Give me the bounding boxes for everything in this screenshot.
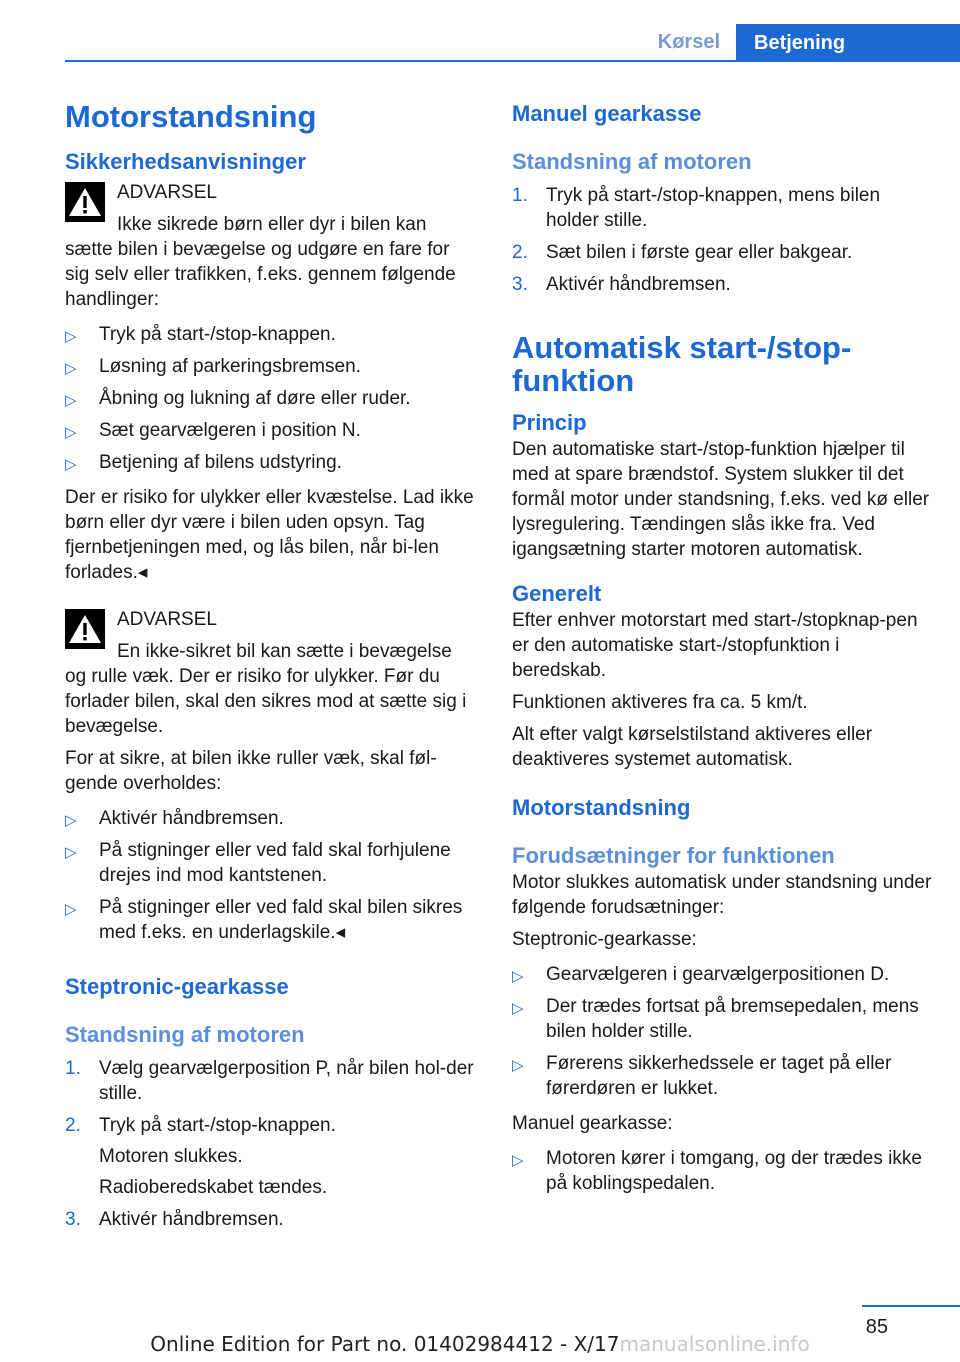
list-item: ▷ Sæt gearvælgeren i position N. (65, 415, 477, 447)
triangle-bullet-icon: ▷ (65, 424, 77, 441)
warning-label: ADVARSEL (117, 609, 217, 630)
warning-label: ADVARSEL (117, 182, 217, 203)
forud-text: Motor slukkes automatisk under standsning under følgende forudsætninger: (512, 872, 932, 918)
auto-title: Automatisk start-/stop-funktion (512, 330, 852, 398)
steptronic-label: Steptronic-gearkasse: (512, 929, 697, 950)
stop-heading: Standsning af motoren (65, 1022, 305, 1047)
list-item: ▷ Der trædes fortsat på bremsepedalen, mens bilen holder stille. (512, 996, 919, 1042)
right-column (512, 100, 932, 1206)
generelt-text: Efter enhver motorstart med start-/stopknap-pen er den automatiske start-/stopfunktion i beredskab. (512, 610, 918, 681)
step-item: 2. Tryk på start-/stop-knappen. Motoren slukkes. Radioberedskabet tændes. (65, 1115, 336, 1198)
warning-text: Ikke sikrede børn eller dyr i bilen kan sætte bilen i bevægelse og udgøre en fare for sig selv eller trafikken, f.eks. gennem følgende handlinger: (65, 214, 456, 310)
footer-rule (862, 1305, 960, 1307)
steptronic-heading: Steptronic-gearkasse (65, 974, 289, 999)
manual-heading: Manuel gearkasse (512, 101, 702, 126)
step-item: 1. Tryk på start-/stop-knappen, mens bilen holder stille. (512, 185, 881, 231)
princip-heading: Princip (512, 410, 587, 435)
left-column (65, 100, 477, 1242)
edition-text: Online Edition for Part no. 01402984412 - X/17 (150, 1332, 620, 1356)
tab-korsel[interactable]: Kørsel (657, 31, 720, 53)
list-item: ▷ Motoren kører i tomgang, og der trædes ikke på koblingspedalen. (512, 1148, 922, 1194)
section-title: Motorstandsning (65, 99, 317, 134)
list-item: ▷ Løsning af parkeringsbremsen. (65, 351, 477, 383)
list-item: ▷ Førerens sikkerhedssele er taget på eller førerdøren er lukket. (512, 1053, 892, 1099)
triangle-bullet-icon: ▷ (65, 812, 77, 829)
warning-after-text: Der er risiko for ulykker eller kvæstelse. Lad ikke børn eller dyr være i bilen uden opsyn. Tag fjernbetjeningen med, og lås bilen, når bi-len forlades.◂ (65, 487, 474, 583)
warning-block-2 (65, 607, 477, 739)
step-item: 1. Vælg gearvælgerposition P, når bilen hol-der stille. (65, 1058, 474, 1104)
triangle-bullet-icon: ▷ (65, 456, 77, 473)
triangle-bullet-icon: ▷ (65, 360, 77, 377)
step-item: 2. Sæt bilen i første gear eller bakgear. (512, 242, 853, 263)
page-number: 85 (865, 1316, 888, 1338)
triangle-bullet-icon: ▷ (512, 1000, 524, 1017)
motorstand-heading: Motorstandsning (512, 795, 691, 820)
step-item: 3. Aktivér håndbremsen. (512, 274, 731, 295)
list-item: ▷ Gearvælgeren i gearvælgerpositionen D. (512, 959, 932, 991)
warning-icon (65, 182, 105, 222)
stop-heading: Standsning af motoren (512, 149, 752, 174)
triangle-bullet-icon: ▷ (512, 968, 524, 985)
warning-icon (65, 609, 105, 649)
tab-betjening[interactable]: Betjening (736, 24, 960, 62)
page-header (65, 24, 960, 62)
watermark: manualsonline.info (619, 1332, 810, 1356)
forud-heading: Forudsætninger for funktionen (512, 843, 835, 868)
princip-text: Den automatiske start-/stop-funktion hjælper til med at spare brændstof. System slukker til det formål motor under standsning, f.eks. ved kø eller lysregulering. Tændingen slås ikke fra. Ved igangsætning starter motoren automatisk. (512, 439, 930, 560)
list-item: ▷ På stigninger eller ved fald skal forhjulene drejes ind mod kantstenen. (65, 840, 451, 886)
list-item: ▷ Aktivér håndbremsen. (65, 803, 477, 835)
triangle-bullet-icon: ▷ (65, 328, 77, 345)
triangle-bullet-icon: ▷ (512, 1057, 524, 1074)
warning-intro: For at sikre, at bilen ikke ruller væk, skal føl-gende overholdes: (65, 748, 437, 794)
list-item: ▷ Åbning og lukning af døre eller ruder. (65, 383, 477, 415)
list-item: ▷ Betjening af bilens udstyring. (65, 447, 477, 479)
list-item: ▷ Tryk på start-/stop-knappen. (65, 319, 477, 351)
warning-block-1 (65, 180, 477, 312)
warning-list-1 (65, 319, 477, 479)
step-item: 3. Aktivér håndbremsen. (65, 1209, 284, 1230)
manual-conditions (512, 1143, 932, 1200)
warning-text: En ikke-sikret bil kan sætte i bevægelse og rulle væk. Der er risiko for ulykker. Før du forlader bilen, skal den sikres mod at sætte sig i bevægelse. (65, 641, 467, 737)
warning-list-2 (65, 803, 477, 949)
list-item: ▷ På stigninger eller ved fald skal bilen sikres med f.eks. en underlagskile.◂ (65, 897, 463, 943)
triangle-bullet-icon: ▷ (65, 901, 77, 918)
steptronic-conditions (512, 959, 932, 1105)
generelt-text: Funktionen aktiveres fra ca. 5 km/t. (512, 692, 808, 713)
generelt-heading: Generelt (512, 581, 602, 606)
safety-heading: Sikkerhedsanvisninger (65, 149, 306, 174)
manual-label: Manuel gearkasse: (512, 1113, 673, 1134)
triangle-bullet-icon: ▷ (65, 392, 77, 409)
triangle-bullet-icon: ▷ (512, 1152, 524, 1169)
triangle-bullet-icon: ▷ (65, 844, 77, 861)
steps-list (65, 1053, 477, 1236)
steps-list (512, 180, 932, 301)
edition-footer (0, 1332, 960, 1356)
generelt-text: Alt efter valgt kørselstilstand aktiveres eller deaktiveres systemet automatisk. (512, 724, 873, 770)
